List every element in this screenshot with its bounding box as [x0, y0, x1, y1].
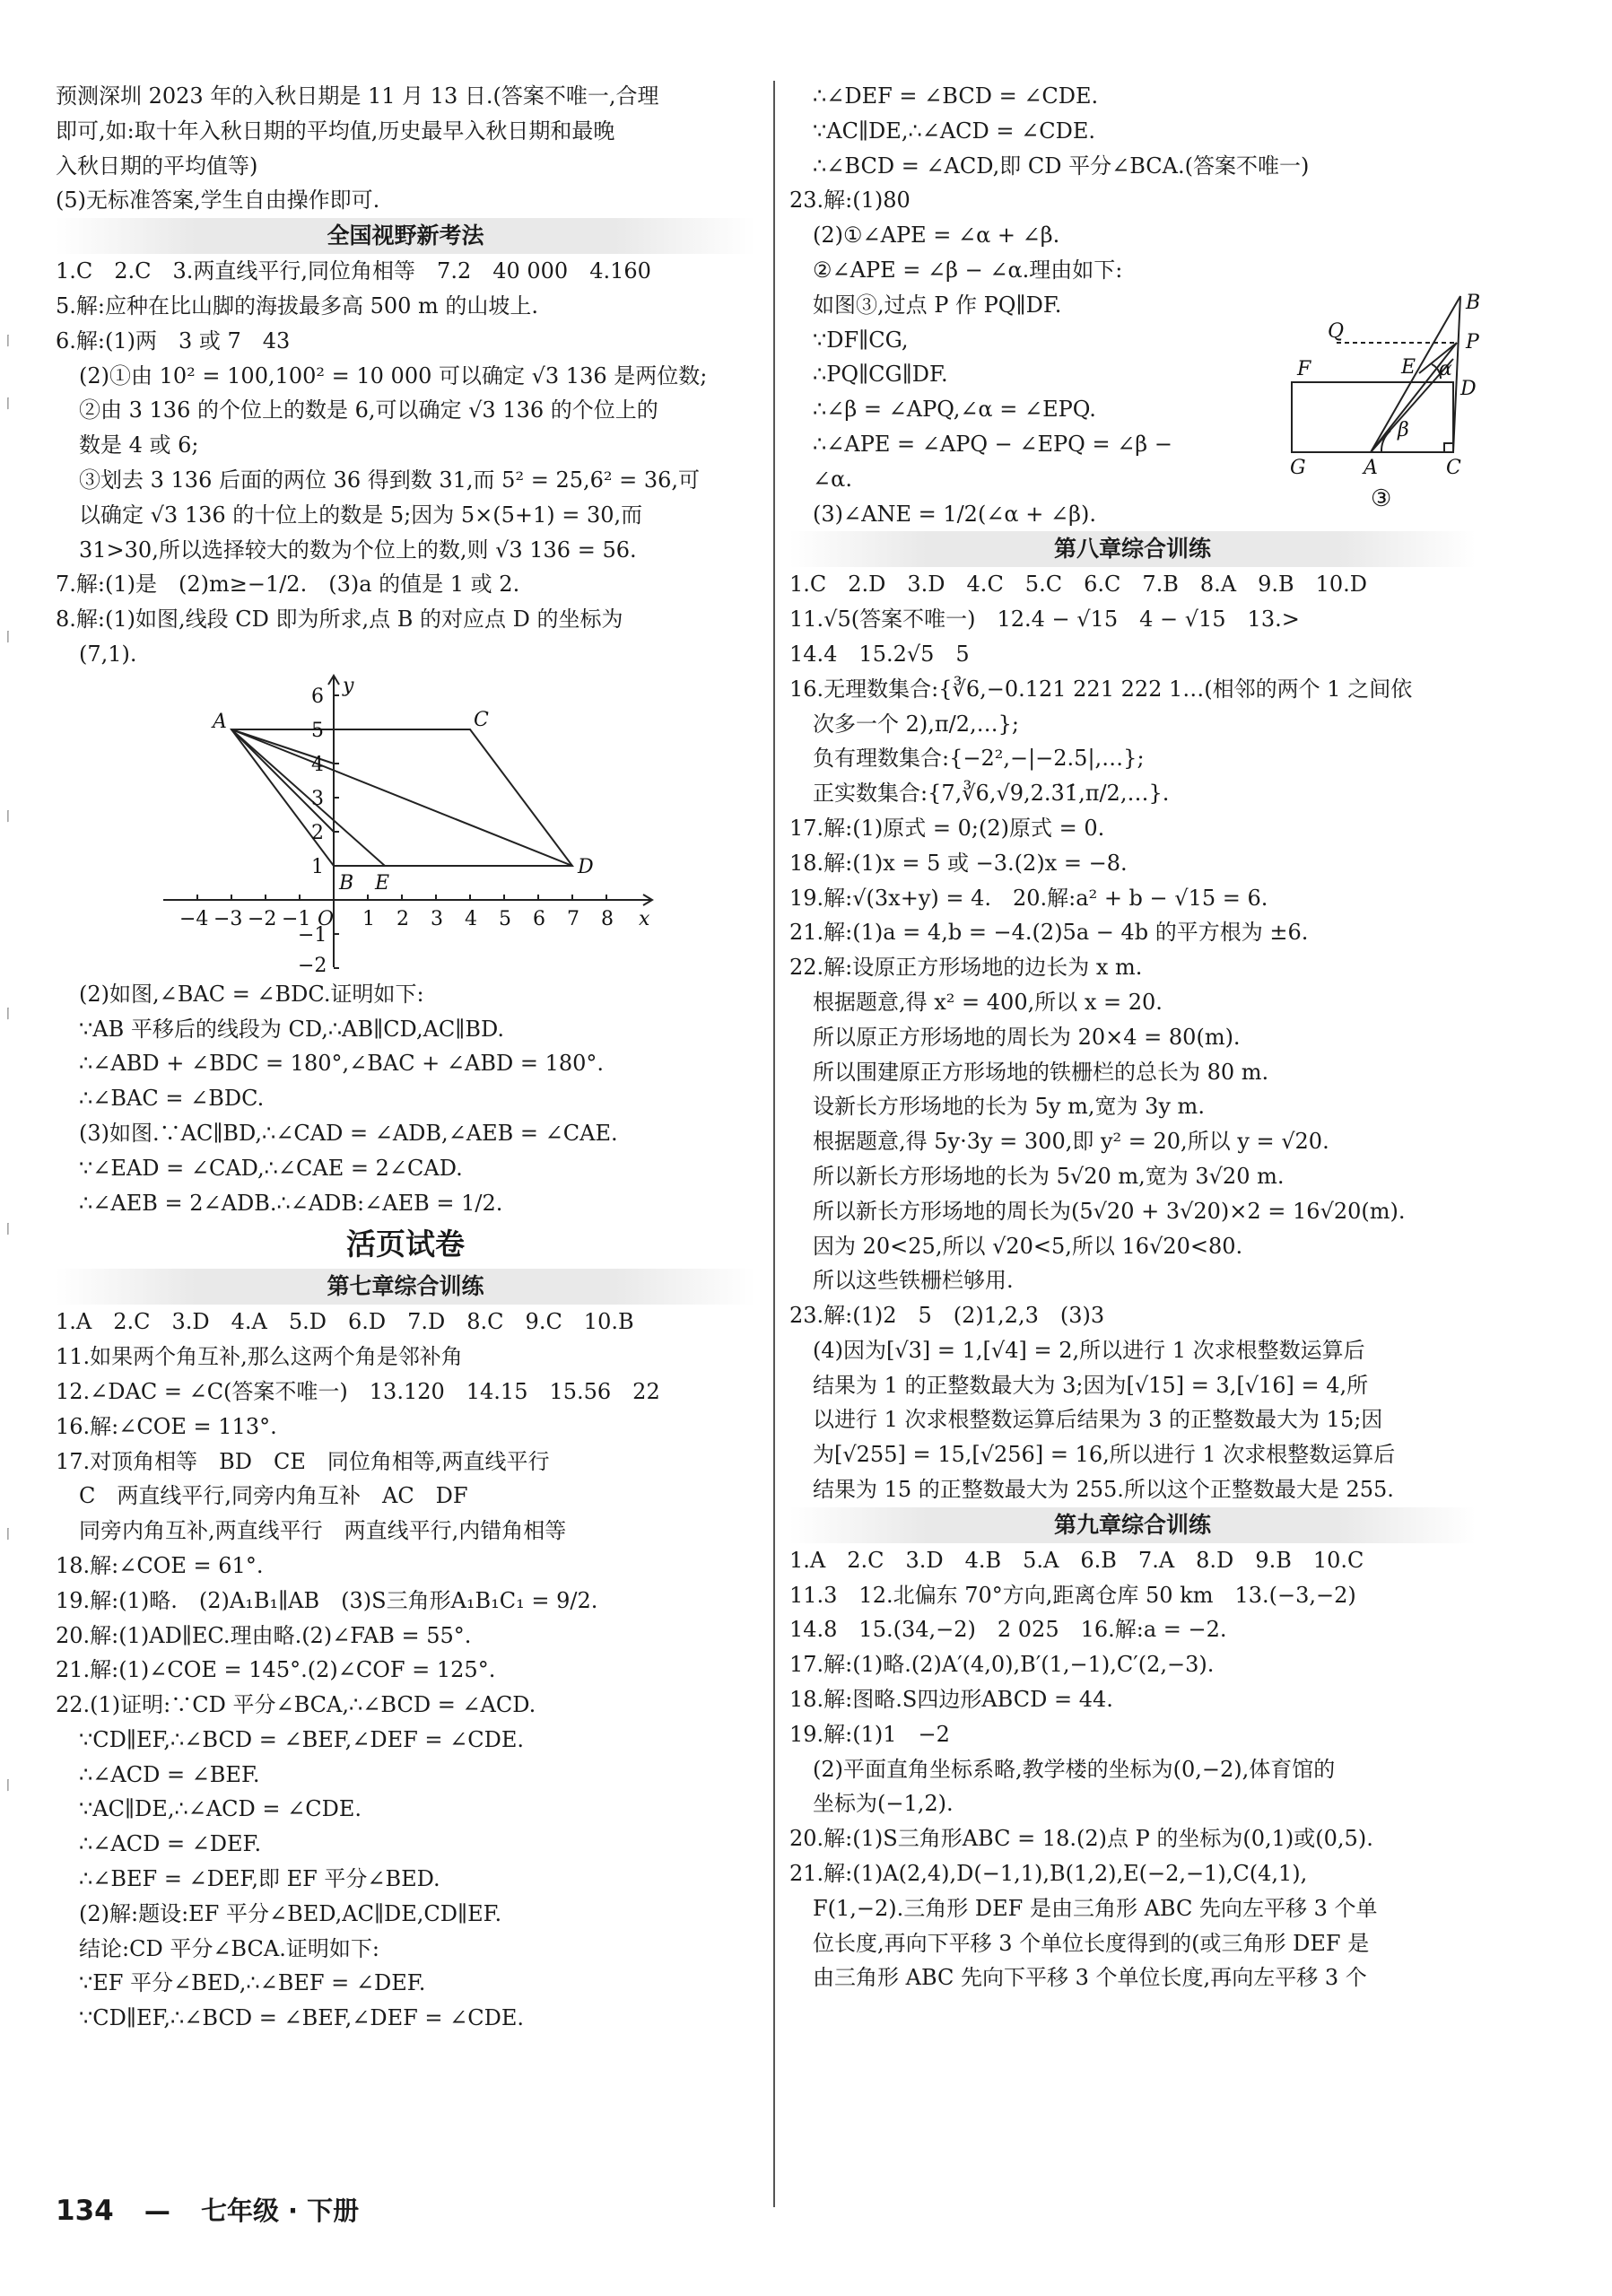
- label-E: E: [1401, 356, 1416, 379]
- answer-line: 12.∠DAC = ∠C(答案不唯一) 13.120 14.15 15.56 22: [56, 1378, 660, 1404]
- point-D-label: D: [578, 855, 594, 878]
- page-footer: [56, 2191, 359, 2228]
- answer-line: 1.A 2.C 3.D 4.A 5.D 6.D 7.D 8.C 9.C 10.B: [56, 1309, 634, 1335]
- answer-line: 预测深圳 2023 年的入秋日期是 11 月 13 日.(答案不唯一,合理: [56, 83, 659, 109]
- geometry-figure-3: [1290, 292, 1489, 512]
- answer-line: (2)平面直角坐标系略,教学楼的坐标为(0,−2),体育馆的: [813, 1756, 1336, 1782]
- point-B-label: B: [339, 871, 354, 895]
- answer-line: ∵AC∥DE,∴∠ACD = ∠CDE.: [813, 118, 1095, 144]
- coordinate-figure: [163, 674, 666, 977]
- answer-line: 8.解:(1)如图,线段 CD 即为所求,点 B 的对应点 D 的坐标为: [56, 607, 623, 633]
- answer-line: (2)解:题设:EF 平分∠BED,AC∥DE,CD∥EF.: [79, 1900, 502, 1926]
- answer-line: 17.解:(1)略.(2)A′(4,0),B′(1,−1),C′(2,−3).: [789, 1652, 1215, 1678]
- label-F: F: [1297, 358, 1311, 380]
- label-D: D: [1460, 378, 1477, 400]
- answer-line: ∴PQ∥CG∥DF.: [813, 362, 948, 388]
- answer-line: 1.C 2.C 3.两直线平行,同位角相等 7.2 40 000 4.160: [56, 258, 651, 284]
- figure-caption: ③: [1371, 485, 1392, 512]
- answer-line: 14.8 15.(34,−2) 2 025 16.解:a = −2.: [789, 1617, 1227, 1643]
- answer-line: 5.解:应种在比山脚的海拔最多高 500 m 的山坡上.: [56, 292, 539, 319]
- y-axis-label: y: [343, 674, 354, 697]
- answer-line: ∵AC∥DE,∴∠ACD = ∠CDE.: [79, 1796, 362, 1822]
- answer-line: F(1,−2).三角形 DEF 是由三角形 ABC 先向左平移 3 个单: [813, 1895, 1378, 1921]
- x-tick: 1: [362, 907, 375, 930]
- answer-line: 1.A 2.C 3.D 4.B 5.A 6.B 7.A 8.D 9.B 10.C: [789, 1547, 1364, 1573]
- answer-line: 23.解:(1)80: [789, 188, 911, 214]
- x-tick: 6: [533, 907, 545, 930]
- answer-line: ∵CD∥EF,∴∠BCD = ∠BEF,∠DEF = ∠CDE.: [79, 2005, 525, 2031]
- answer-line: 如图③,过点 P 作 PQ∥DF.: [813, 292, 1062, 318]
- answer-line: 21.解:(1)a = 4,b = −4.(2)5a − 4b 的平方根为 ±6.: [789, 920, 1309, 946]
- answer-line: 17.对顶角相等 BD CE 同位角相等,两直线平行: [56, 1448, 550, 1474]
- y-tick: 4: [311, 753, 324, 776]
- answer-line: 所以新长方形场地的长为 5√20 m,宽为 3√20 m.: [813, 1163, 1285, 1189]
- x-tick: 5: [499, 907, 511, 930]
- answer-line: 位长度,再向下平移 3 个单位长度得到的(或三角形 DEF 是: [813, 1930, 1370, 1956]
- answer-line: 22.(1)证明:∵CD 平分∠BCA,∴∠BCD = ∠ACD.: [56, 1692, 536, 1718]
- point-E-label: E: [375, 871, 390, 895]
- line-CB: [1453, 296, 1460, 452]
- section-heading: 第九章综合训练: [789, 1507, 1476, 1543]
- answer-line: 结果为 1 的正整数最大为 3;因为[√15] = 3,[√16] = 4,所: [813, 1372, 1369, 1398]
- answer-line: ∴∠AEB = 2∠ADB.∴∠ADB:∠AEB = 1/2.: [79, 1190, 503, 1216]
- answer-line: ∠α.: [813, 466, 852, 492]
- answer-line: 31>30,所以选择较大的数为个位上的数,则 √3 136 = 56.: [79, 537, 637, 563]
- answer-line: ∴∠ACD = ∠DEF.: [79, 1831, 262, 1857]
- answer-line: ∵DF∥CG,: [813, 327, 909, 353]
- label-B: B: [1466, 292, 1481, 314]
- answer-line: (4)因为[√3] = 1,[√4] = 2,所以进行 1 次求根整数运算后: [813, 1337, 1365, 1363]
- answer-line: 23.解:(1)2 5 (2)1,2,3 (3)3: [789, 1303, 1105, 1329]
- answer-line: 以确定 √3 136 的十位上的数是 5;因为 5×(5+1) = 30,而: [79, 502, 643, 528]
- answer-line: C 两直线平行,同旁内角互补 AC DF: [79, 1483, 468, 1509]
- answer-line: 21.解:(1)∠COE = 145°.(2)∠COF = 125°.: [56, 1657, 496, 1683]
- answer-line: 同旁内角互补,两直线平行 两直线平行,内错角相等: [79, 1518, 567, 1544]
- answer-line: 19.解:(1)1 −2: [789, 1721, 950, 1747]
- answer-line: 由三角形 ABC 先向下平移 3 个单位长度,再向左平移 3 个: [813, 1965, 1367, 1991]
- part-title: 活页试卷: [346, 1227, 465, 1262]
- answer-line: 11.√5(答案不唯一) 12.4 − √15 4 − √15 13.>: [789, 607, 1300, 633]
- answer-line: ∵EF 平分∠BED,∴∠BEF = ∠DEF.: [79, 1970, 426, 1996]
- label-Q: Q: [1328, 320, 1345, 343]
- answer-line: ∴∠BEF = ∠DEF,即 EF 平分∠BED.: [79, 1866, 440, 1892]
- column-divider: [773, 81, 775, 2207]
- label-G: G: [1290, 457, 1306, 479]
- answer-line: 1.C 2.D 3.D 4.C 5.C 6.C 7.B 8.A 9.B 10.D: [789, 572, 1368, 598]
- answer-line: 所以这些铁栅栏够用.: [813, 1268, 1014, 1294]
- answer-line: 16.解:∠COE = 113°.: [56, 1413, 277, 1439]
- answer-line: (2)①∠APE = ∠α + ∠β.: [813, 223, 1060, 249]
- answer-line: 18.解:图略.S四边形ABCD = 44.: [789, 1687, 1113, 1713]
- section-heading: 第七章综合训练: [56, 1269, 755, 1305]
- answer-line: 18.解:∠COE = 61°.: [56, 1552, 264, 1578]
- page-number: 134: [56, 2195, 114, 2227]
- answer-line: (2)①由 10² = 100,100² = 10 000 可以确定 √3 136 是两位数;: [79, 362, 708, 388]
- x-tick: −1: [282, 907, 311, 930]
- answer-line: ③划去 3 136 后面的两位 36 得到数 31,而 5² = 25,6² = 36,可: [79, 467, 701, 493]
- rectangle-FGCD: [1292, 382, 1453, 452]
- answer-line: 7.解:(1)是 (2)m≥−1/2. (3)a 的值是 1 或 2.: [56, 572, 520, 598]
- answer-line: ∴∠DEF = ∠BCD = ∠CDE.: [813, 83, 1099, 109]
- y-tick: −1: [298, 923, 327, 947]
- y-tick: −2: [298, 954, 327, 977]
- answer-line: (2)如图,∠BAC = ∠BDC.证明如下:: [79, 981, 424, 1007]
- answer-line: 19.解:√(3x+y) = 4. 20.解:a² + b − √15 = 6.: [789, 885, 1268, 911]
- answer-line: ②由 3 136 的个位上的数是 6,可以确定 √3 136 的个位上的: [79, 397, 658, 423]
- answer-line: ∵CD∥EF,∴∠BCD = ∠BEF,∠DEF = ∠CDE.: [79, 1726, 525, 1752]
- label-A: A: [1364, 457, 1378, 479]
- y-tick: 6: [311, 685, 324, 708]
- answer-line: 为[√255] = 15,[√256] = 16,所以进行 1 次求根整数运算后: [813, 1442, 1396, 1468]
- answer-line: 以进行 1 次求根整数运算后结果为 3 的正整数最大为 15;因: [813, 1407, 1383, 1433]
- answer-line: 所以围建原正方形场地的铁栅栏的总长为 80 m.: [813, 1059, 1269, 1085]
- x-tick: 3: [431, 907, 443, 930]
- origin-label: O: [318, 907, 335, 930]
- section-heading: 第八章综合训练: [789, 531, 1476, 567]
- answer-line: 所以原正方形场地的周长为 20×4 = 80(m).: [813, 1024, 1241, 1050]
- answer-line: 坐标为(−1,2).: [813, 1791, 954, 1817]
- answer-line: (5)无标准答案,学生自由操作即可.: [56, 188, 380, 214]
- answer-line: 18.解:(1)x = 5 或 −3.(2)x = −8.: [789, 850, 1128, 876]
- answer-line: 20.解:(1)AD∥EC.理由略.(2)∠FAB = 55°.: [56, 1622, 472, 1648]
- answer-line: ∴∠APE = ∠APQ − ∠EPQ = ∠β −: [813, 431, 1172, 457]
- point-C-label: C: [474, 708, 489, 731]
- answer-line: ∵∠EAD = ∠CAD,∴∠CAE = 2∠CAD.: [79, 1155, 463, 1181]
- label-beta: β: [1398, 419, 1409, 441]
- answer-line: ∵AB 平移后的线段为 CD,∴AB∥CD,AC∥BD.: [79, 1016, 505, 1042]
- footer-separator: —: [144, 2196, 170, 2226]
- answer-line: 根据题意,得 x² = 400,所以 x = 20.: [813, 989, 1163, 1015]
- x-tick: 2: [396, 907, 409, 930]
- label-C: C: [1446, 457, 1461, 479]
- answer-line: 14.4 15.2√5 5: [789, 641, 970, 667]
- answer-line: 16.无理数集合:{∛6,−0.121 221 222 1…(相邻的两个 1 之间依: [789, 676, 1413, 702]
- answer-line: 次多一个 2),π/2,…};: [813, 711, 1020, 737]
- answer-line: ∴∠ABD + ∠BDC = 180°,∠BAC + ∠ABD = 180°.: [79, 1051, 605, 1077]
- answer-line: ∴∠ACD = ∠BEF.: [79, 1761, 260, 1787]
- answer-line: 11.3 12.北偏东 70°方向,距离仓库 50 km 13.(−3,−2): [789, 1582, 1356, 1608]
- answer-line: 即可,如:取十年入秋日期的平均值,历史最早入秋日期和最晚: [56, 118, 615, 144]
- segment-AE: [231, 729, 385, 866]
- x-axis-label: x: [639, 907, 650, 930]
- answer-line: 20.解:(1)S三角形ABC = 18.(2)点 P 的坐标为(0,1)或(0,5).: [789, 1826, 1373, 1852]
- label-alpha: α: [1439, 358, 1452, 380]
- answer-line: 结果为 15 的正整数最大为 255.所以这个正整数最大是 255.: [813, 1477, 1394, 1503]
- y-tick: 1: [311, 855, 324, 878]
- y-tick: 2: [311, 821, 324, 844]
- answer-line: (7,1).: [79, 641, 137, 667]
- answer-line: ∴∠BCD = ∠ACD,即 CD 平分∠BCA.(答案不唯一): [813, 153, 1310, 179]
- answer-line: 21.解:(1)A(2,4),D(−1,1),B(1,2),E(−2,−1),C(4,1),: [789, 1861, 1308, 1887]
- answer-line: 入秋日期的平均值等): [56, 153, 258, 179]
- x-tick: −4: [179, 907, 209, 930]
- grade-label: 七年级 · 下册: [200, 2196, 360, 2226]
- answer-line: 正实数集合:{7,∛6,√9,2.3̇1̇,π/2,…}.: [813, 781, 1170, 807]
- answer-line: (3)∠ANE = 1/2(∠α + ∠β).: [813, 501, 1096, 527]
- answer-line: 数是 4 或 6;: [79, 432, 199, 458]
- left-column: [56, 79, 755, 2036]
- answer-line: 因为 20<25,所以 √20<5,所以 16√20<80.: [813, 1233, 1243, 1259]
- answer-line: 19.解:(1)略. (2)A₁B₁∥AB (3)S三角形A₁B₁C₁ = 9/2.: [56, 1587, 598, 1613]
- answer-line: 17.解:(1)原式 = 0;(2)原式 = 0.: [789, 815, 1105, 841]
- answer-line: 负有理数集合:{−2²,−|−2.5|,…};: [813, 746, 1145, 772]
- answer-line: 22.解:设原正方形场地的边长为 x m.: [789, 955, 1143, 981]
- x-tick: 7: [567, 907, 579, 930]
- point-A-label: A: [213, 710, 227, 733]
- answer-line: 设新长方形场地的长为 5y m,宽为 3y m.: [813, 1094, 1205, 1120]
- answer-line: 6.解:(1)两 3 或 7 43: [56, 327, 291, 354]
- answer-line: 根据题意,得 5y·3y = 300,即 y² = 20,所以 y = √20.: [813, 1129, 1329, 1155]
- answer-line: 11.如果两个角互补,那么这两个角是邻补角: [56, 1344, 463, 1370]
- answer-line: 所以新长方形场地的周长为(5√20 + 3√20)×2 = 16√20(m).: [813, 1198, 1406, 1224]
- x-tick: 4: [465, 907, 477, 930]
- x-tick: −2: [248, 907, 277, 930]
- section-heading: 全国视野新考法: [56, 218, 755, 254]
- x-tick: 8: [601, 907, 614, 930]
- answer-line: 结论:CD 平分∠BCA.证明如下:: [79, 1935, 379, 1961]
- answer-line: (3)如图.∵AC∥BD,∴∠CAD = ∠ADB,∠AEB = ∠CAE.: [79, 1120, 618, 1146]
- label-P: P: [1466, 331, 1479, 354]
- y-tick: 3: [311, 787, 324, 810]
- y-tick: 5: [311, 719, 324, 742]
- answer-line: ∴∠β = ∠APQ,∠α = ∠EPQ.: [813, 397, 1096, 423]
- segment-AB-inner: [231, 729, 334, 832]
- x-tick: −3: [213, 907, 243, 930]
- answer-line: ∴∠BAC = ∠BDC.: [79, 1086, 265, 1112]
- answer-line: ②∠APE = ∠β − ∠α.理由如下:: [813, 257, 1123, 283]
